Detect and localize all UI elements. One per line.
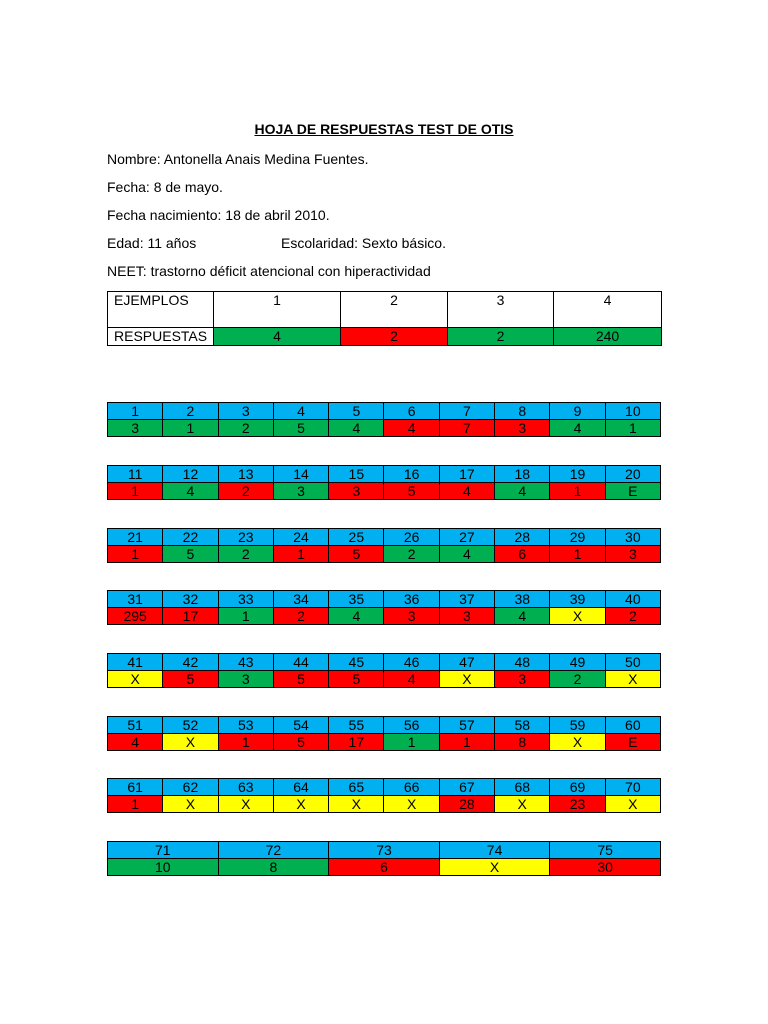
answers-label: RESPUESTAS: [108, 328, 214, 346]
answer-row: [108, 796, 661, 813]
question-number: 9: [550, 403, 605, 420]
answer-cell: 4: [550, 420, 605, 437]
answer-cell: 28: [439, 796, 494, 813]
question-number-row: [108, 654, 661, 671]
answer-cell: X: [163, 734, 218, 751]
question-number: 5: [329, 403, 384, 420]
answer-row: [108, 859, 661, 876]
answer-cell: 2: [218, 420, 273, 437]
answer-cell: X: [218, 796, 273, 813]
answer-row: [108, 483, 661, 500]
answer-cell: 4: [384, 671, 439, 688]
answer-row: [108, 671, 661, 688]
answer-cell: X: [273, 796, 328, 813]
answer-cell: 4: [495, 483, 550, 500]
answer-row: [108, 420, 661, 437]
question-number: 23: [218, 529, 273, 546]
answer-cell: 3: [218, 671, 273, 688]
example-answer: 240: [554, 328, 662, 346]
answer-cell: 17: [163, 608, 218, 625]
answer-cell: 2: [273, 608, 328, 625]
question-number: 27: [439, 529, 494, 546]
answer-grid: [107, 465, 661, 500]
question-number: 3: [218, 403, 273, 420]
question-number: 65: [329, 779, 384, 796]
examples-table: [107, 291, 662, 346]
question-number: 49: [550, 654, 605, 671]
page-title: HOJA DE RESPUESTAS TEST DE OTIS: [254, 121, 514, 137]
answer-cell: 4: [163, 483, 218, 500]
student-grade: Escolaridad: Sexto básico.: [281, 235, 446, 251]
question-number-row: [108, 591, 661, 608]
question-number: 57: [439, 717, 494, 734]
question-number: 26: [384, 529, 439, 546]
question-number: 2: [163, 403, 218, 420]
answer-cell: 6: [495, 546, 550, 563]
question-number: 73: [329, 842, 440, 859]
question-number: 20: [605, 466, 660, 483]
example-number: 2: [341, 292, 448, 328]
question-number: 31: [108, 591, 163, 608]
question-number: 72: [218, 842, 329, 859]
answer-cell: X: [550, 734, 605, 751]
answer-cell: 3: [273, 483, 328, 500]
answer-cell: 2: [218, 546, 273, 563]
question-number: 71: [108, 842, 219, 859]
question-number-row: [108, 529, 661, 546]
question-number: 10: [605, 403, 660, 420]
student-age: Edad: 11 años: [107, 235, 197, 251]
answer-grid: [107, 778, 661, 813]
student-name: Nombre: Antonella Anais Medina Fuentes.: [107, 151, 369, 167]
question-number: 36: [384, 591, 439, 608]
question-number: 53: [218, 717, 273, 734]
test-date: Fecha: 8 de mayo.: [107, 179, 223, 195]
question-number-row: [108, 466, 661, 483]
answer-row: [108, 734, 661, 751]
answer-cell: 2: [384, 546, 439, 563]
answer-cell: X: [384, 796, 439, 813]
question-number: 38: [495, 591, 550, 608]
question-number: 32: [163, 591, 218, 608]
question-number: 58: [495, 717, 550, 734]
answer-cell: 5: [329, 546, 384, 563]
answer-cell: 1: [273, 546, 328, 563]
answer-cell: 2: [605, 608, 660, 625]
answer-cell: X: [605, 796, 660, 813]
example-answer: 2: [448, 328, 554, 346]
example-number: 3: [448, 292, 554, 328]
question-number: 35: [329, 591, 384, 608]
example-answer: 4: [214, 328, 341, 346]
question-number: 61: [108, 779, 163, 796]
answer-grid: [107, 841, 661, 876]
question-number: 1: [108, 403, 163, 420]
question-number: 7: [439, 403, 494, 420]
question-number: 66: [384, 779, 439, 796]
answer-cell: 3: [329, 483, 384, 500]
answer-row: [108, 608, 661, 625]
answer-cell: 5: [273, 420, 328, 437]
question-number: 55: [329, 717, 384, 734]
answer-cell: 4: [329, 608, 384, 625]
answer-cell: 3: [384, 608, 439, 625]
answer-cell: 3: [605, 546, 660, 563]
examples-answers-row: [108, 328, 662, 346]
answer-cell: X: [163, 796, 218, 813]
example-number: 1: [214, 292, 341, 328]
question-number: 46: [384, 654, 439, 671]
question-number: 64: [273, 779, 328, 796]
question-number: 56: [384, 717, 439, 734]
question-number: 44: [273, 654, 328, 671]
answer-cell: 1: [108, 796, 163, 813]
answer-cell: 10: [108, 859, 219, 876]
answer-cell: X: [605, 671, 660, 688]
answer-grid: [107, 402, 661, 437]
question-number: 43: [218, 654, 273, 671]
answer-cell: 23: [550, 796, 605, 813]
question-number: 6: [384, 403, 439, 420]
answer-cell: 1: [218, 734, 273, 751]
question-number: 60: [605, 717, 660, 734]
question-number: 30: [605, 529, 660, 546]
question-number: 67: [439, 779, 494, 796]
question-number: 68: [495, 779, 550, 796]
answer-grid: [107, 528, 661, 563]
question-number: 70: [605, 779, 660, 796]
question-number: 17: [439, 466, 494, 483]
question-number-row: [108, 779, 661, 796]
question-number: 47: [439, 654, 494, 671]
answer-cell: 4: [108, 734, 163, 751]
answer-cell: 4: [495, 608, 550, 625]
question-number: 29: [550, 529, 605, 546]
question-number: 16: [384, 466, 439, 483]
answer-cell: 3: [495, 420, 550, 437]
question-number-row: [108, 842, 661, 859]
question-number: 4: [273, 403, 328, 420]
example-answer: 2: [341, 328, 448, 346]
question-number: 48: [495, 654, 550, 671]
answer-cell: 1: [163, 420, 218, 437]
answer-cell: 1: [384, 734, 439, 751]
question-number: 11: [108, 466, 163, 483]
answer-cell: 5: [273, 671, 328, 688]
answer-cell: 1: [550, 546, 605, 563]
question-number: 25: [329, 529, 384, 546]
question-number: 41: [108, 654, 163, 671]
question-number: 62: [163, 779, 218, 796]
neet-diagnosis: NEET: trastorno déficit atencional con hiperactividad: [107, 263, 431, 279]
answer-cell: 6: [329, 859, 440, 876]
answer-cell: 30: [550, 859, 661, 876]
question-number: 18: [495, 466, 550, 483]
question-number: 74: [439, 842, 550, 859]
question-number: 28: [495, 529, 550, 546]
question-number: 69: [550, 779, 605, 796]
answer-cell: 1: [218, 608, 273, 625]
question-number: 34: [273, 591, 328, 608]
answer-cell: 7: [439, 420, 494, 437]
question-number: 59: [550, 717, 605, 734]
answer-cell: 1: [108, 546, 163, 563]
answer-cell: 17: [329, 734, 384, 751]
question-number: 52: [163, 717, 218, 734]
answer-cell: 4: [384, 420, 439, 437]
question-number: 24: [273, 529, 328, 546]
question-number: 12: [163, 466, 218, 483]
question-number: 39: [550, 591, 605, 608]
answer-cell: 295: [108, 608, 163, 625]
answer-cell: X: [108, 671, 163, 688]
answer-cell: X: [329, 796, 384, 813]
question-number: 45: [329, 654, 384, 671]
question-number: 51: [108, 717, 163, 734]
answer-grid: [107, 716, 661, 751]
birth-date: Fecha nacimiento: 18 de abril 2010.: [107, 207, 330, 223]
answer-cell: E: [605, 483, 660, 500]
answer-cell: 2: [550, 671, 605, 688]
question-number: 42: [163, 654, 218, 671]
question-number: 75: [550, 842, 661, 859]
examples-row: [108, 292, 662, 328]
answer-cell: 4: [439, 483, 494, 500]
answer-grid: [107, 653, 661, 688]
question-number: 50: [605, 654, 660, 671]
answer-cell: 4: [329, 420, 384, 437]
question-number: 54: [273, 717, 328, 734]
question-number: 33: [218, 591, 273, 608]
answer-cell: X: [439, 859, 550, 876]
question-number: 37: [439, 591, 494, 608]
answer-cell: 1: [605, 420, 660, 437]
question-number: 19: [550, 466, 605, 483]
question-number: 22: [163, 529, 218, 546]
answer-cell: X: [550, 608, 605, 625]
answer-cell: 8: [495, 734, 550, 751]
answer-cell: X: [439, 671, 494, 688]
example-number: 4: [554, 292, 662, 328]
question-number: 63: [218, 779, 273, 796]
answer-cell: E: [605, 734, 660, 751]
question-number: 21: [108, 529, 163, 546]
answer-cell: 1: [550, 483, 605, 500]
question-number: 15: [329, 466, 384, 483]
question-number: 40: [605, 591, 660, 608]
question-number: 14: [273, 466, 328, 483]
answer-cell: 1: [439, 734, 494, 751]
answer-cell: 1: [108, 483, 163, 500]
answer-cell: 2: [218, 483, 273, 500]
question-number: 8: [495, 403, 550, 420]
question-number-row: [108, 403, 661, 420]
question-number-row: [108, 717, 661, 734]
answer-cell: 8: [218, 859, 329, 876]
age-line: [107, 235, 446, 251]
answer-grid: [107, 590, 661, 625]
question-number: 13: [218, 466, 273, 483]
answer-cell: 3: [495, 671, 550, 688]
answer-cell: 5: [273, 734, 328, 751]
answer-cell: 5: [329, 671, 384, 688]
answer-cell: 3: [108, 420, 163, 437]
answer-cell: 5: [384, 483, 439, 500]
answer-cell: X: [495, 796, 550, 813]
answer-cell: 4: [439, 546, 494, 563]
examples-label: EJEMPLOS: [108, 292, 214, 328]
answer-row: [108, 546, 661, 563]
answer-cell: 3: [439, 608, 494, 625]
answer-cell: 5: [163, 546, 218, 563]
answer-cell: 5: [163, 671, 218, 688]
